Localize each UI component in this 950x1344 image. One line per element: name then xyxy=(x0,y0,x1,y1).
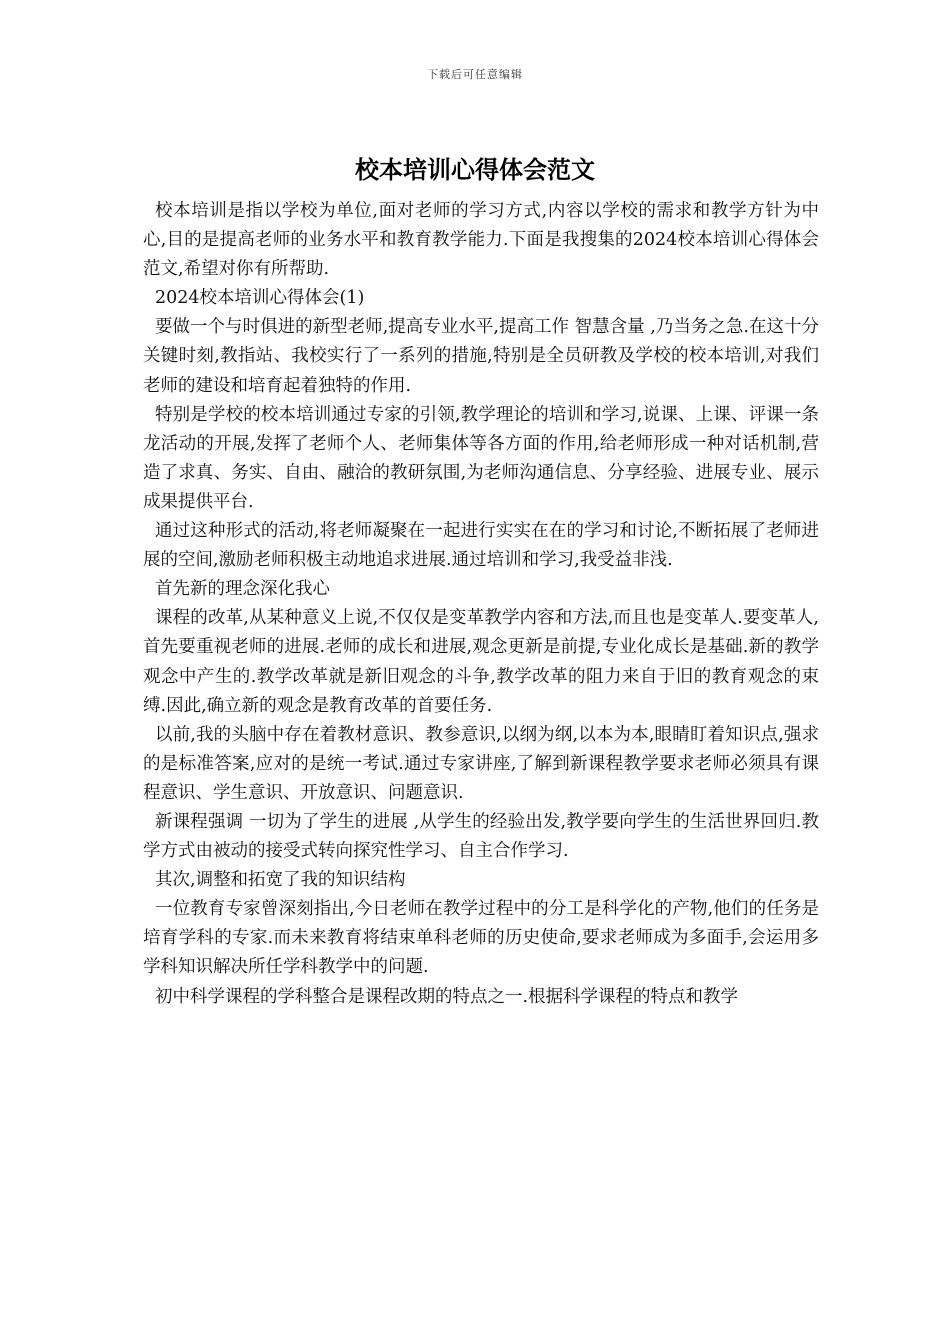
paragraph: 课程的改革,从某种意义上说,不仅仅是变革教学内容和方法,而且也是变革人.要变革人,首先要重视老师的进展.老师的成长和进展,观念更新是前提,专业化成长是基础.新的教学观念中产生的.教学改革就是新旧观念的斗争,教学改革的阻力来自于旧的教育观念的束缚.因此,确立新的观念是教育改革的首要任务. xyxy=(143,608,819,716)
paragraph: 初中科学课程的学科整合是课程改期的特点之一.根据科学课程的特点和教学 xyxy=(155,986,739,1007)
paragraph: 特别是学校的校本培训通过专家的引领,教学理论的培训和学习,说课、上课、评课一条龙活动的开展,发挥了老师个人、老师集体等各方面的作用,给老师形成一种对话机制,营造了求真、务实、自由、融洽的教研氛围,为老师沟通信息、分享经验、进展专业、展示成果提供平台. xyxy=(143,404,819,512)
paragraph: 校本培训是指以学校为单位,面对老师的学习方式,内容以学校的需求和教学方针为中心,目的是提高老师的业务水平和教育教学能力.下面是我搜集的2024校本培训心得体会范文,希望对你有所帮助. xyxy=(143,201,819,280)
paragraph: 通过这种形式的活动,将老师凝聚在一起进行实实在在的学习和讨论,不断拓展了老师进展的空间,激励老师积极主动地追求进展.通过培训和学习,我受益非浅. xyxy=(143,521,819,571)
paragraph: 新课程强调 一切为了学生的进展 ,从学生的经验出发,教学要向学生的生活世界回归.教学方式由被动的接受式转向探究性学习、自主合作学习. xyxy=(143,811,819,862)
section-heading: 2024校本培训心得体会(1) xyxy=(155,288,365,309)
header-note: 下载后可任意编辑 xyxy=(427,68,523,81)
paragraph: 一位教育专家曾深刻指出,今日老师在教学过程中的分工是科学化的产物,他们的任务是培育学科的专家.而未来教育将结束单科老师的历史使命,要求老师成为多面手,会运用多学科知识解决所任学科教学中的问题. xyxy=(143,899,819,978)
paragraph: 要做一个与时俱进的新型老师,提高专业水平,提高工作 智慧含量 ,乃当务之急.在这十分关键时刻,教指站、我校实行了一系列的措施,特别是全员研教及学校的校本培训,对我们老师的建设和培育起着独特的作用. xyxy=(143,317,819,396)
paragraph: 以前,我的头脑中存在着教材意识、教参意识,以纲为纲,以本为本,眼睛盯着知识点,强求的是标准答案,应对的是统一考试.通过专家讲座,了解到新课程教学要求老师必须具有课程意识、学生意识、开放意识、问题意识. xyxy=(143,724,819,803)
document-body xyxy=(143,197,819,1012)
section-heading: 其次,调整和拓宽了我的知识结构 xyxy=(155,870,406,891)
document-title: 校本培训心得体会范文 xyxy=(355,155,595,184)
section-heading: 首先新的理念深化我心 xyxy=(155,579,330,600)
